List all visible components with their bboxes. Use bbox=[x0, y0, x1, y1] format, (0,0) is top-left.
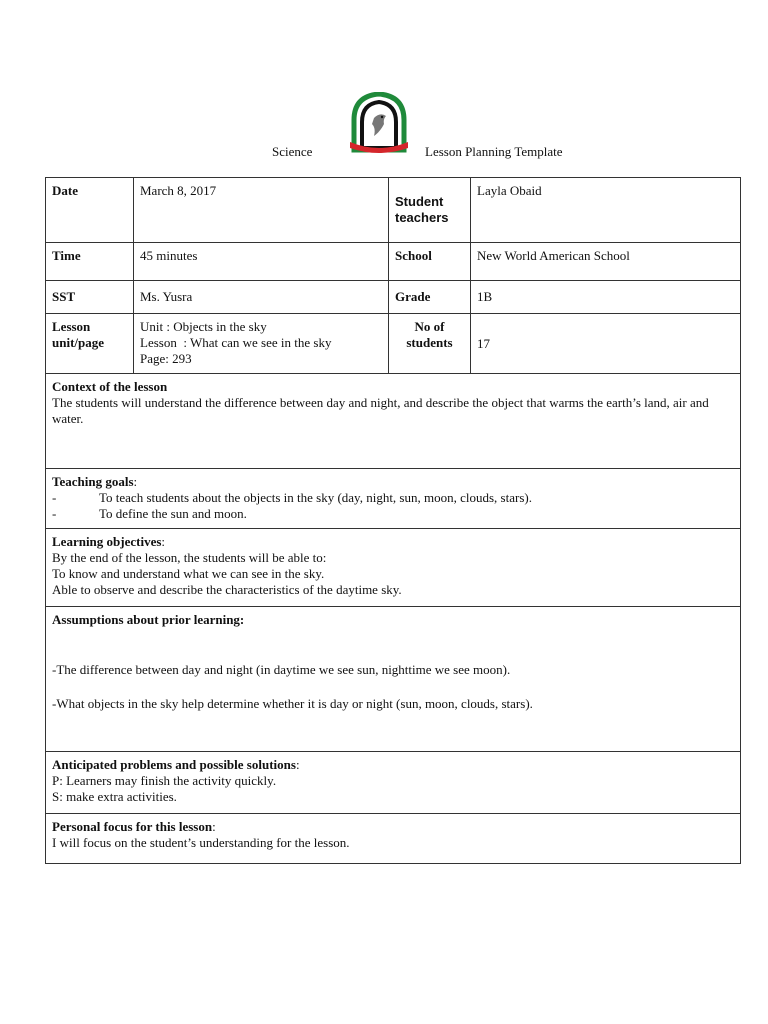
list-item: Able to observe and describe the characteristics of the daytime sky. bbox=[52, 582, 402, 597]
grade-value: 1B bbox=[471, 281, 741, 314]
list-item: S: make extra activities. bbox=[52, 789, 177, 804]
assumptions-heading: Assumptions about prior learning: bbox=[52, 612, 245, 627]
list-item: -What objects in the sky help determine whether it is day or night (sun, moon, clouds, stars). bbox=[52, 696, 533, 711]
sst-value: Ms. Yusra bbox=[134, 281, 389, 314]
student-teachers-value: Layla Obaid bbox=[471, 178, 741, 243]
list-item: -The difference between day and night (in daytime we see sun, nighttime we see moon). bbox=[52, 662, 511, 677]
students-count-label: No of students bbox=[389, 314, 471, 374]
list-item: To teach students about the objects in the sky (day, night, sun, moon, clouds, stars). bbox=[99, 490, 532, 505]
subject-label: Science bbox=[272, 144, 313, 159]
list-item: P: Learners may finish the activity quickly. bbox=[52, 773, 277, 788]
lesson-title: Lesson : What can we see in the sky bbox=[140, 335, 332, 350]
table-row bbox=[46, 752, 741, 814]
context-text: The students will understand the difference between day and night, and describe the object that warms the earth’s land, air and water. bbox=[52, 395, 709, 426]
table-row bbox=[46, 243, 741, 281]
table-row bbox=[46, 814, 741, 864]
teaching-goals-section: Teaching goals: - To teach students about the objects in the sky (day, night, sun, moon, clouds, stars). - To define the sun and moon. bbox=[46, 469, 741, 529]
lesson-unit: Unit : Objects in the sky bbox=[140, 319, 267, 334]
date-value: March 8, 2017 bbox=[134, 178, 389, 243]
context-section bbox=[46, 374, 741, 469]
sst-label: SST bbox=[46, 281, 134, 314]
student-teachers-label: Student teachers bbox=[389, 178, 471, 243]
lesson-value bbox=[134, 314, 389, 374]
table-row bbox=[46, 281, 741, 314]
table-row bbox=[46, 178, 741, 243]
lesson-label: Lesson unit/page bbox=[46, 314, 134, 374]
table-row bbox=[46, 374, 741, 469]
grade-label: Grade bbox=[389, 281, 471, 314]
teaching-goals-heading: Teaching goals bbox=[52, 474, 134, 489]
table-row bbox=[46, 529, 741, 607]
context-heading: Context of the lesson bbox=[52, 379, 168, 394]
table-row bbox=[46, 469, 741, 529]
table-row bbox=[46, 314, 741, 374]
problems-heading: Anticipated problems and possible solutions bbox=[52, 757, 296, 772]
school-value: New World American School bbox=[471, 243, 741, 281]
document-header bbox=[0, 92, 768, 172]
learning-objectives-heading: Learning objectives bbox=[52, 534, 162, 549]
list-item: To define the sun and moon. bbox=[99, 506, 247, 521]
focus-heading: Personal focus for this lesson bbox=[52, 819, 213, 834]
template-title: Lesson Planning Template bbox=[425, 144, 563, 159]
time-label: Time bbox=[46, 243, 134, 281]
school-label: School bbox=[389, 243, 471, 281]
lesson-page: Page: 293 bbox=[140, 351, 192, 366]
time-value: 45 minutes bbox=[134, 243, 389, 281]
assumptions-section bbox=[46, 607, 741, 752]
school-crest-logo bbox=[346, 92, 412, 154]
learning-objectives-section: Learning objectives: By the end of the lesson, the students will be able to: To know and understand what we can see in the sky. Able to observe and describe the characteristics of the daytime sky. bbox=[46, 529, 741, 607]
table-row bbox=[46, 607, 741, 752]
focus-text: I will focus on the student’s understanding for the lesson. bbox=[52, 835, 350, 850]
lesson-plan-table bbox=[45, 177, 741, 864]
list-item: By the end of the lesson, the students will be able to: bbox=[52, 550, 327, 565]
problems-section: Anticipated problems and possible solutions: P: Learners may finish the activity quickly. S: make extra activities. bbox=[46, 752, 741, 814]
date-label: Date bbox=[46, 178, 134, 243]
list-item: To know and understand what we can see in the sky. bbox=[52, 566, 325, 581]
focus-section: Personal focus for this lesson: I will focus on the student’s understanding for the lesson. bbox=[46, 814, 741, 864]
students-count-value: 17 bbox=[471, 314, 741, 374]
